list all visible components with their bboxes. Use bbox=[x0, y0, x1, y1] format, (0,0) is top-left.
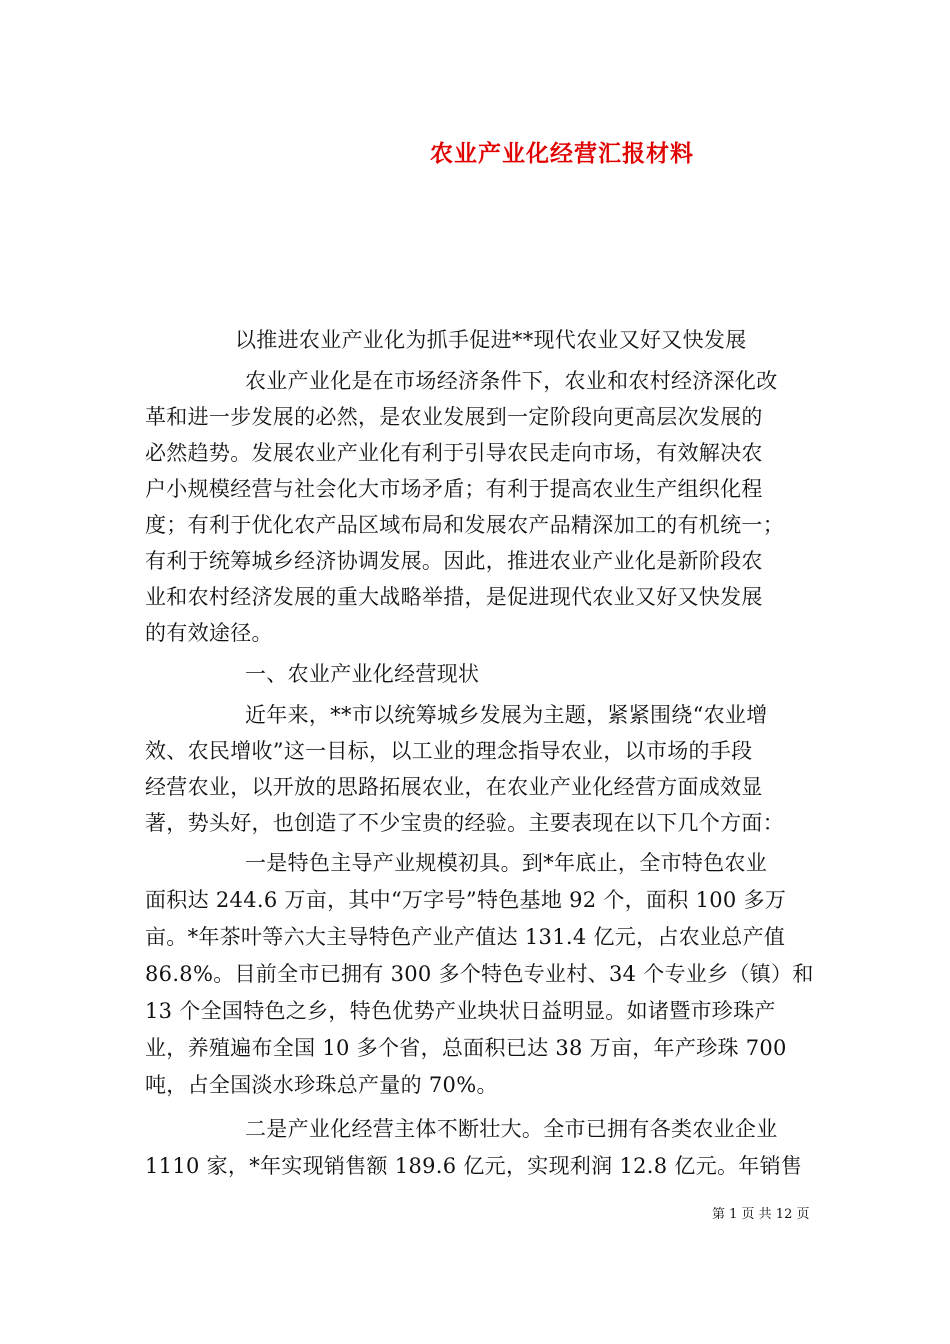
paragraph-line: 度；有利于优化农产品区域布局和发展农产品精深加工的有机统一； bbox=[145, 513, 784, 537]
document-subtitle: 以推进农业产业化为抓手促进**现代农业又好又快发展 bbox=[235, 328, 747, 352]
section-heading: 一、农业产业化经营现状 bbox=[245, 662, 480, 686]
paragraph-line: 13 个全国特色之乡，特色优势产业块状日益明显。如诸暨市珍珠产 bbox=[145, 999, 776, 1023]
paragraph-line: 1110 家，*年实现销售额 189.6 亿元，实现利润 12.8 亿元。年销售 bbox=[145, 1154, 803, 1178]
paragraph-line: 的有效途径。 bbox=[145, 621, 273, 645]
paragraph-line: 二是产业化经营主体不断壮大。全市已拥有各类农业企业 bbox=[245, 1117, 778, 1141]
paragraph-line: 亩。*年茶叶等六大主导特色产业产值达 131.4 亿元，占农业总产值 bbox=[145, 925, 786, 949]
document-title: 农业产业化经营汇报材料 bbox=[430, 140, 694, 167]
paragraph-line: 经营农业，以开放的思路拓展农业，在农业产业化经营方面成效显 bbox=[145, 775, 763, 799]
paragraph-line: 农业产业化是在市场经济条件下，农业和农村经济深化改 bbox=[245, 369, 778, 393]
paragraph-line: 吨，占全国淡水珍珠总产量的 70%。 bbox=[145, 1073, 498, 1097]
paragraph-line: 86.8%。目前全市已拥有 300 多个特色专业村、34 个专业乡（镇）和 bbox=[145, 962, 814, 986]
paragraph-line: 面积达 244.6 万亩，其中“万字号”特色基地 92 个，面积 100 多万 bbox=[145, 888, 787, 912]
paragraph-line: 业，养殖遍布全国 10 多个省，总面积已达 38 万亩，年产珍珠 700 bbox=[145, 1036, 787, 1060]
paragraph-line: 一是特色主导产业规模初具。到*年底止，全市特色农业 bbox=[245, 851, 767, 875]
paragraph-line: 户小规模经营与社会化大市场矛盾；有利于提高农业生产组织化程 bbox=[145, 477, 763, 501]
paragraph-line: 有利于统筹城乡经济协调发展。因此，推进农业产业化是新阶段农 bbox=[145, 549, 763, 573]
paragraph-line: 必然趋势。发展农业产业化有利于引导农民走向市场，有效解决农 bbox=[145, 441, 763, 465]
paragraph-line: 近年来，**市以统筹城乡发展为主题，紧紧围绕“农业增 bbox=[245, 703, 768, 727]
paragraph-line: 业和农村经济发展的重大战略举措，是促进现代农业又好又快发展 bbox=[145, 585, 763, 609]
paragraph-line: 革和进一步发展的必然，是农业发展到一定阶段向更高层次发展的 bbox=[145, 405, 763, 429]
page-number-footer: 第 1 页 共 12 页 bbox=[712, 1207, 810, 1222]
paragraph-line: 著，势头好，也创造了不少宝贵的经验。主要表现在以下几个方面： bbox=[145, 811, 784, 835]
paragraph-line: 效、农民增收”这一目标，以工业的理念指导农业，以市场的手段 bbox=[145, 739, 753, 763]
